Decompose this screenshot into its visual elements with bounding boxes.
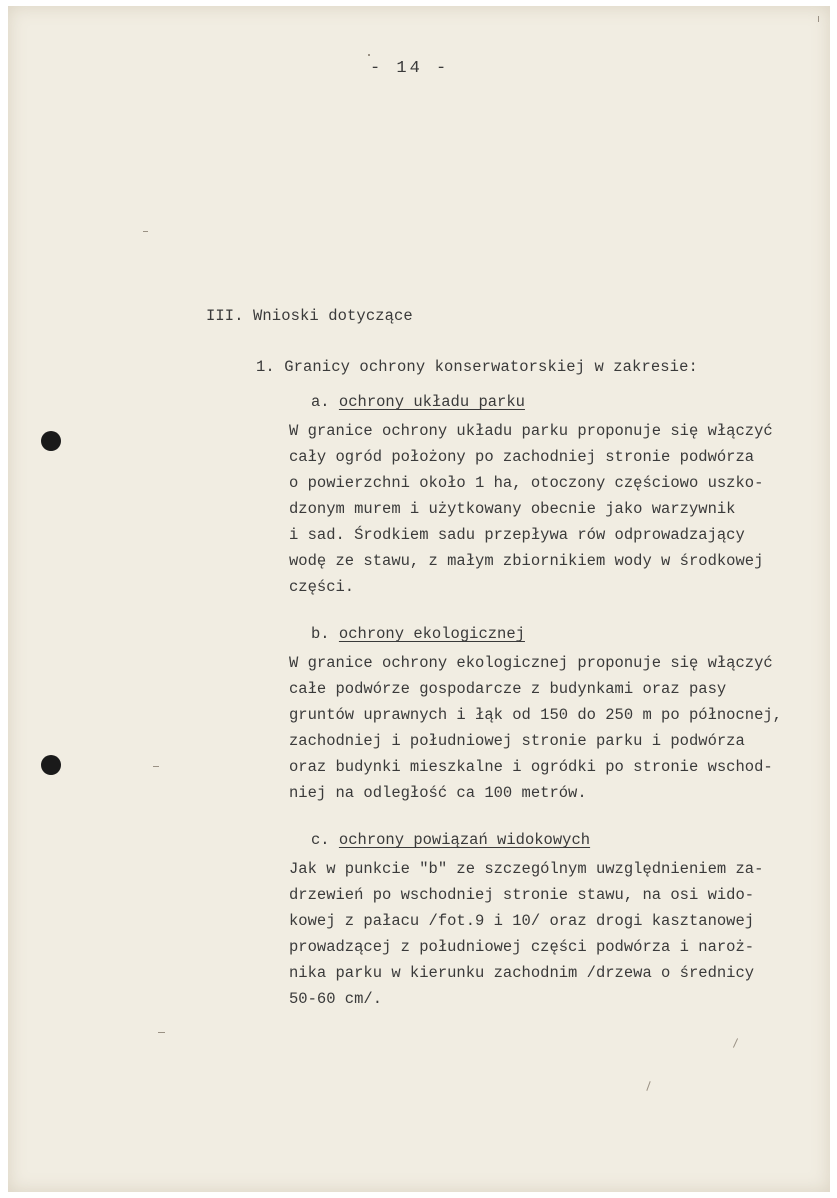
section-b (289, 624, 782, 806)
text-line: nika parku w kierunku zachodnim /drzewa o średnicy (289, 964, 755, 982)
text-line: W granice ochrony ekologicznej proponuje się włączyć (289, 654, 773, 672)
punch-hole-top (41, 431, 61, 451)
text-line: niej na odległość ca 100 metrów. (289, 784, 587, 802)
punch-hole-bottom (41, 755, 61, 775)
section-b-body (289, 650, 782, 806)
paper-mark (153, 766, 159, 767)
paper-mark (158, 1032, 165, 1033)
page-number: - 14 - (370, 59, 450, 78)
text-line: dzonym murem i użytkowany obecnie jako warzywnik (289, 500, 736, 518)
document-page (8, 6, 830, 1192)
section-a-title-text: ochrony układu parku (338, 393, 525, 411)
section-c-letter: c. (311, 831, 330, 849)
section-a-letter: a. (311, 393, 330, 411)
text-line: wodę ze stawu, z małym zbiornikiem wody w środkowej (289, 552, 764, 570)
text-line: drzewień po wschodniej stronie stawu, na osi wido- (289, 886, 755, 904)
paper-mark (646, 1081, 650, 1091)
section-c-body (289, 856, 763, 1012)
text-line: i sad. Środkiem sadu przepływa rów odprowadzający (289, 526, 745, 544)
text-line: kowej z pałacu /fot.9 i 10/ oraz drogi kasztanowej (289, 912, 755, 930)
section-a-title (289, 392, 773, 418)
paper-mark (368, 54, 370, 56)
section-b-title (289, 624, 782, 650)
paper-mark (818, 16, 819, 22)
section-c-title-text: ochrony powiązań widokowych (338, 831, 591, 849)
text-line: zachodniej i południowej stronie parku i podwórza (289, 732, 745, 750)
text-line: Jak w punkcie "b" ze szczególnym uwzględnieniem za- (289, 860, 764, 878)
text-line: części. (289, 578, 355, 596)
paper-mark (733, 1038, 738, 1047)
section-c (289, 830, 763, 1012)
section-c-title (289, 830, 763, 856)
text-line: gruntów uprawnych i łąk od 150 do 250 m po północnej, (289, 706, 782, 724)
section-a (289, 392, 773, 600)
section-a-body (289, 418, 773, 600)
paper-mark (143, 231, 148, 232)
text-line: o powierzchni około 1 ha, otoczony częściowo uszko- (289, 474, 764, 492)
subsection-heading: 1. Granicy ochrony konserwatorskiej w zakresie: (256, 358, 698, 376)
text-line: 50-60 cm/. (289, 990, 383, 1008)
text-line: całe podwórze gospodarcze z budynkami oraz pasy (289, 680, 727, 698)
section-b-letter: b. (311, 625, 330, 643)
text-line: oraz budynki mieszkalne i ogródki po stronie wschod- (289, 758, 773, 776)
section-heading: III. Wnioski dotyczące (206, 307, 413, 325)
section-b-title-text: ochrony ekologicznej (338, 625, 525, 643)
text-line: prowadzącej z południowej części podwórza i naroż- (289, 938, 755, 956)
text-line: cały ogród położony po zachodniej stronie podwórza (289, 448, 755, 466)
text-line: W granice ochrony układu parku proponuje się włączyć (289, 422, 773, 440)
